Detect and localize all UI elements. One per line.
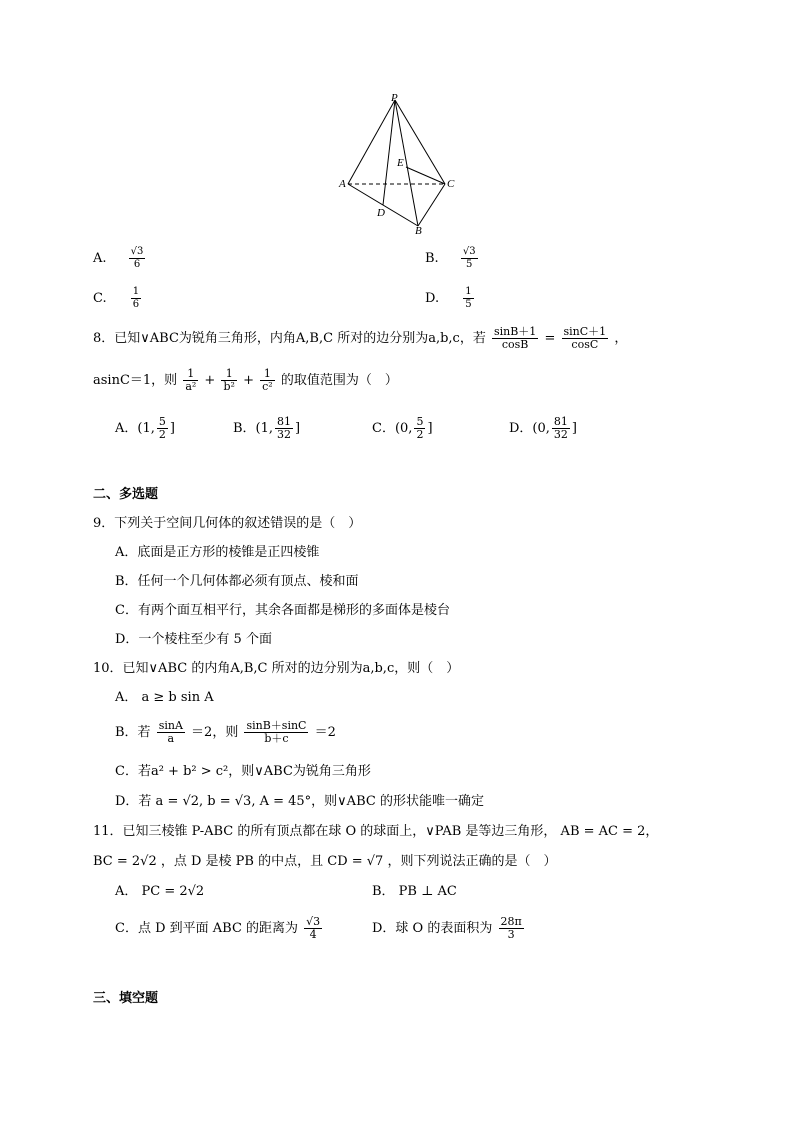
q9-option-c[interactable]: C．有两个面互相平行，其余各面都是梯形的多面体是棱台 (115, 603, 450, 618)
fraction: $\frac{1}{6}$ (132, 286, 140, 310)
q11-option-c[interactable]: C．点 D 到平面 ABC 的距离为 $\frac{√3}{4}$ (115, 915, 321, 941)
label-P: P (391, 92, 398, 104)
q9-option-d[interactable]: D．一个棱柱至少有 5 个面 (115, 632, 272, 647)
fraction: $\frac{81}{32}$ (277, 415, 292, 441)
q10-option-b[interactable]: B．若 $\frac{\sin A}{a}$ ＝2，则 $\frac{\sin B+\sin C}{b+c}$ ＝2 (115, 719, 336, 745)
fraction: $\frac{√3}{6}$ (130, 246, 144, 270)
q10-option-a[interactable]: A． a ≥ b sin A (115, 690, 214, 705)
fraction: $\frac{1}{5}$ (465, 286, 472, 310)
fraction: $\frac{1}{\text{b²}}$ (223, 367, 235, 393)
fraction: $\frac{√3}{5}$ (462, 246, 476, 270)
label-D: D (377, 207, 385, 219)
q8-option-b[interactable]: B．(1, $\frac{81}{32}$ ] (233, 415, 301, 441)
label-A: A (339, 178, 346, 190)
q8-option-d[interactable]: D．(0, $\frac{81}{32}$ ] (509, 415, 577, 441)
segment-PD (383, 100, 395, 205)
edge-BC (418, 184, 445, 226)
fraction: $\frac{\sin B+1}{\cos B}$ (493, 325, 537, 351)
label-C: C (447, 178, 455, 190)
fraction: $\frac{5}{2}$ (158, 415, 166, 441)
edge-PA (348, 100, 395, 184)
fraction: $\frac{\sin B+\sin C}{b+c}$ (246, 719, 307, 745)
fraction: $\frac{81}{32}$ (553, 415, 568, 441)
fraction: $\frac{28\pi}{3}$ (500, 915, 522, 941)
q11-option-b[interactable]: B． PB ⊥ AC (372, 884, 457, 899)
q7-option-a[interactable]: A. $\frac{√3}{6}$ (93, 246, 144, 270)
q8-stem-line1: 8．已知∨ABC为锐角三角形，内角A,B,C 所对的边分别为a,b,c，若 $\frac{\sin B+1}{\cos B}$ = $\frac{\sin C+1}{\cos C}$ ， (93, 325, 628, 351)
fraction: $\frac{1}{\text{a²}}$ (185, 367, 197, 393)
q11-stem-line1: 11．已知三棱锥 P-ABC 的所有顶点都在球 O 的球面上，∨PAB 是等边三角形， AB = AC = 2， (93, 824, 659, 839)
q7-option-c[interactable]: C. $\frac{1}{6}$ (93, 286, 140, 310)
q11-stem-line2: BC = 2√2 ，点 D 是棱 PB 的中点，且 CD = √7 ，则下列说法正确的是（ ） (93, 854, 557, 869)
section-title-fill-in: 三、填空题 (93, 991, 159, 1006)
section-title-multiple-choice: 二、多选题 (93, 487, 159, 502)
fraction: $\frac{\sin A}{a}$ (158, 719, 183, 745)
label-B: B (415, 225, 422, 237)
q7-option-d[interactable]: D. $\frac{1}{5}$ (425, 286, 472, 310)
q9-option-b[interactable]: B．任何一个几何体都必须有顶点、棱和面 (115, 574, 359, 589)
fraction: $\frac{√3}{4}$ (306, 915, 321, 941)
q7-option-b[interactable]: B. $\frac{√3}{5}$ (425, 246, 476, 270)
fraction: $\frac{\sin C+1}{\cos C}$ (563, 325, 607, 351)
q11-option-d[interactable]: D．球 O 的表面积为 $\frac{28\pi}{3}$ (372, 915, 522, 941)
q9-stem: 9．下列关于空间几何体的叙述错误的是（ ） (93, 516, 362, 531)
fraction: $\frac{5}{2}$ (416, 415, 424, 441)
q11-option-a[interactable]: A． PC = 2√2 (115, 884, 205, 899)
q8-option-a[interactable]: A．(1, $\frac{5}{2}$ ] (115, 415, 175, 441)
fraction: $\frac{1}{\text{c²}}$ (262, 367, 273, 393)
q10-option-c[interactable]: C．若a² + b² > c²，则∨ABC为锐角三角形 (115, 764, 371, 779)
segment-EC (406, 167, 445, 184)
q10-stem: 10．已知∨ABC 的内角A,B,C 所对的边分别为a,b,c，则（ ） (93, 661, 460, 676)
q9-option-a[interactable]: A．底面是正方形的棱锥是正四棱锥 (115, 545, 320, 560)
q8-stem-line2: asinC＝1，则 $\frac{1}{\text{a²}}$ + $\frac{1}{\text{b²}}$ + $\frac{1}{\text{c²}}$ 的取值范围为（ ） (93, 367, 398, 393)
label-E: E (397, 157, 404, 169)
q8-option-c[interactable]: C．(0, $\frac{5}{2}$ ] (372, 415, 433, 441)
q10-option-d[interactable]: D．若 a = √2, b = √3, A = 45°，则∨ABC 的形状能唯一确定 (115, 794, 484, 809)
